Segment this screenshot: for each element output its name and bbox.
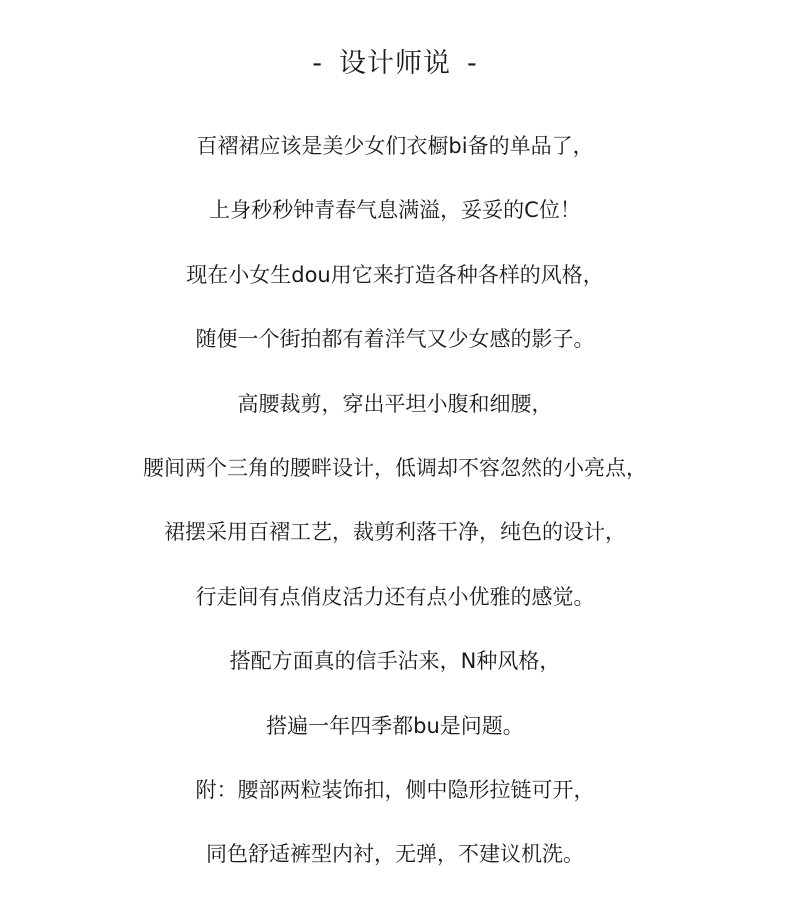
description-line: 裙摆采用百褶工艺，裁剪利落干净，纯色的设计， — [164, 520, 626, 545]
description-lines — [0, 124, 790, 897]
title-text: 设计师说 — [339, 48, 451, 79]
title-dash-right: - — [467, 48, 478, 79]
description-line: 搭配方面真的信手沾来，N种风格， — [229, 649, 561, 674]
description-line: 腰间两个三角的腰畔设计，低调却不容忽然的小亮点， — [143, 455, 647, 480]
description-line: 同色舒适裤型内衬，无弹，不建议机洗。 — [206, 842, 584, 867]
title-dash-left: - — [312, 48, 323, 79]
section-title — [0, 42, 790, 86]
description-line: 附：腰部两粒装饰扣，侧中隐形拉链可开， — [195, 777, 595, 802]
description-line: 现在小女生dou用它来打造各种各样的风格， — [186, 262, 604, 287]
description-line: 搭遍一年四季都bu是问题。 — [266, 713, 524, 738]
description-line: 行走间有点俏皮活力还有点小优雅的感觉。 — [195, 584, 595, 609]
description-line: 上身秒秒钟青春气息满溢，妥妥的C位！ — [209, 198, 581, 223]
description-line: 高腰裁剪，穿出平坦小腹和细腰， — [237, 391, 553, 416]
description-line: 随便一个街拍都有着洋气又少女感的影子。 — [195, 327, 595, 352]
description-line: 百褶裙应该是美少女们衣橱bi备的单品了， — [196, 134, 594, 158]
